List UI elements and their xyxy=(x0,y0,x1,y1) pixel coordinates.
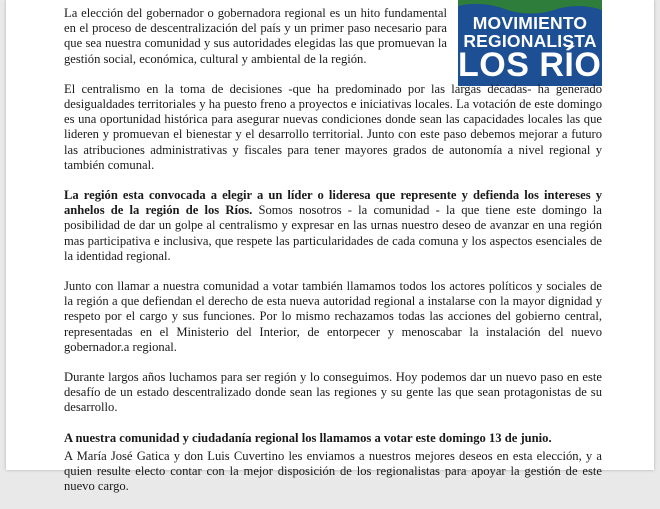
paragraph-4: Junto con llamar a nuestra comunidad a votar también llamamos todos los actores políticos y sociales de la región a que defiendan el derecho de esta nueva autoridad regional a instalarse con la mayor dignidad y respeto por el cargo y sus funciones. Por lo mismo rechazamos todas las acciones del gobierno central, representadas en el Ministerio del Interior, de entorpecer y menoscabar la instalación del nuevo gobernador.a regional. xyxy=(64,279,602,354)
letter-body xyxy=(64,6,625,509)
paragraph-7: A María José Gatica y don Luis Cuvertino les enviamos a nuestros mejores deseos en esta elección, y a quien resulte electo contar con la mejor disposición de los regionalistas para apoyar la gestión de este nuevo cargo. xyxy=(64,448,602,494)
voting-call: A nuestra comunidad y ciudadanía regional los llamamos a votar este domingo 13 de junio. xyxy=(64,430,552,445)
paragraph-3-bold: La región esta convocada a elegir a un líder o lideresa que represente y defienda los intereses y anhelos de la región de los Ríos. xyxy=(64,188,602,218)
paragraph-5: Durante largos años luchamos para ser región y lo conseguimos. Hoy podemos dar un nuevo paso en este desafío de un estado descentralizado donde sean las regiones y su gente las que sean protagonistas de su desarrollo. xyxy=(64,370,602,415)
logo-line-3: LOS RÍOS xyxy=(458,46,625,84)
logo-line-2: REGIONALISTA xyxy=(463,31,597,51)
paragraph-3-rest: Somos nosotros - la comunidad - la que tiene este domingo la posibilidad de dar un golpe al centralismo y expresar en las urnas nuestro deseo de avanzar en una región mas participativa e inclusiva, que respete las particularidades de cada comuna y los aspectos esenciales de la identidad regional. xyxy=(64,203,603,263)
paragraph-3 xyxy=(64,188,602,264)
paragraph-1: La elección del gobernador o gobernadora regional es un hito fundamental en el proceso de descentralización del país y un primer paso necesario para que sea nuestra comunidad y sus autoridades elegidas las que promuevan la gestión social, económica, cultural y ambiental de la región. xyxy=(64,6,447,66)
paragraph-6 xyxy=(64,431,602,446)
logo-line-1: MOVIMIENTO xyxy=(472,13,588,33)
paragraph-2: El centralismo en la toma de decisiones -que ha predominado por las largas décadas- ha generado desigualdades territoriales y ha puesto freno a proyectos e iniciativas locales. La votación de este domingo es una oportunidad histórica para asegurar nuevas condiciones donde sean las capacidades locales las que lideren y promuevan el bienestar y el desarrollo territorial. Junto con este paso debemos mejorar a futuro las atribuciones administrativas y fiscales para tener mayores grados de autonomía a nivel regional y también comunal. xyxy=(64,81,602,172)
document-page xyxy=(6,0,654,494)
